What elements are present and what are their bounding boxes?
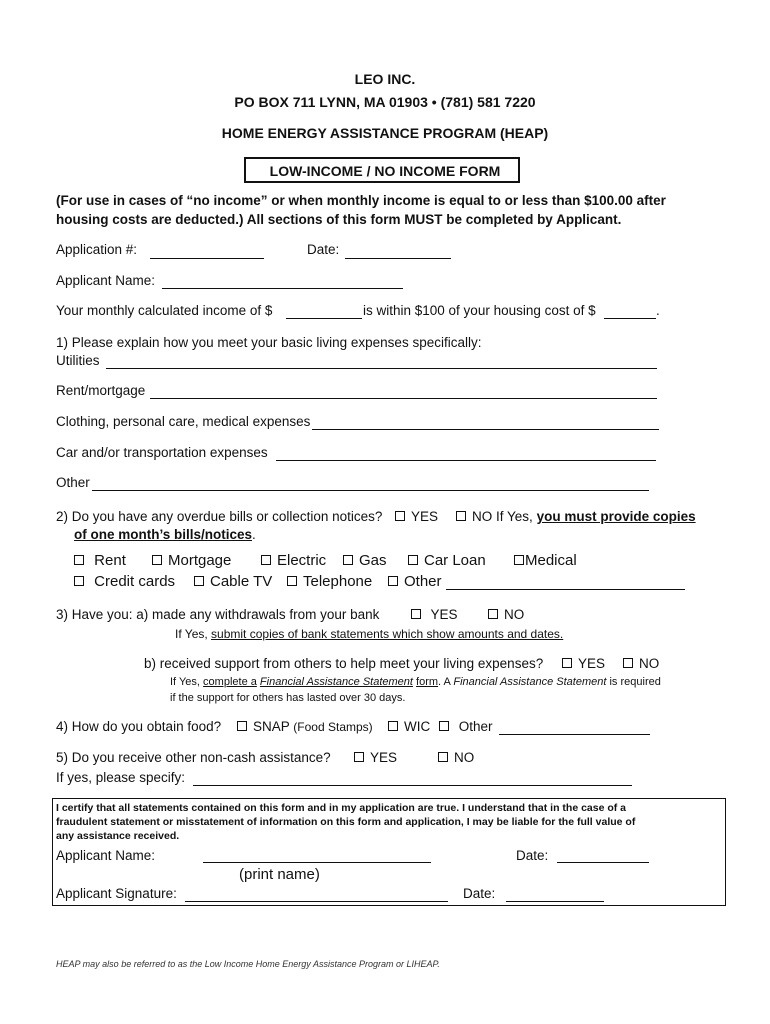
checkbox-icon[interactable] <box>152 555 162 565</box>
checkbox-icon[interactable] <box>74 555 84 565</box>
q1-rent-label: Rent/mortgage <box>56 383 146 398</box>
checkbox-icon[interactable] <box>395 511 405 521</box>
application-label: Application #: <box>56 242 138 257</box>
q3a-note: If Yes, submit copies of bank statements which show amounts and dates. <box>175 627 564 641</box>
q3b-yes-option[interactable]: YES <box>562 656 605 671</box>
cert-date-label-2: Date: <box>463 886 496 901</box>
q3a-no-option[interactable]: NO <box>488 607 524 622</box>
q2-no-option[interactable]: NO If Yes, you must provide copies <box>456 509 696 524</box>
q2-option-rent[interactable]: Rent <box>74 552 126 569</box>
q3a-yes-option[interactable]: YES <box>411 607 458 622</box>
cert-signature-field[interactable] <box>185 901 448 902</box>
checkbox-icon[interactable] <box>194 576 204 586</box>
form-title: LOW-INCOME / NO INCOME FORM <box>269 163 501 179</box>
q5-prompt: 5) Do you receive other non-cash assistance? <box>56 750 331 765</box>
checkbox-icon[interactable] <box>623 658 633 668</box>
checkbox-icon[interactable] <box>439 721 449 731</box>
checkbox-icon[interactable] <box>388 721 398 731</box>
q2-option-other[interactable]: Other <box>388 573 442 590</box>
q2-option-medical[interactable]: Medical <box>514 552 577 569</box>
q1-utilities-label: Utilities <box>56 353 100 368</box>
q1-other-label: Other <box>56 475 90 490</box>
checkbox-icon[interactable] <box>456 511 466 521</box>
checkbox-icon[interactable] <box>74 576 84 586</box>
q3b-note-line-2: if the support for others has lasted over 30 days. <box>170 692 406 704</box>
q1-car-label: Car and/or transportation expenses <box>56 445 268 460</box>
checkbox-icon[interactable] <box>261 555 271 565</box>
income-middle: is within $100 of your housing cost of $ <box>363 303 596 318</box>
q1-other-field[interactable] <box>92 490 649 491</box>
checkbox-icon[interactable] <box>411 609 421 619</box>
cert-date-label: Date: <box>516 848 549 863</box>
q4-snap-option[interactable]: SNAP (Food Stamps) <box>237 719 373 734</box>
cert-date-field-2[interactable] <box>506 901 604 902</box>
cert-name-field[interactable] <box>203 862 431 863</box>
q2-option-cable-tv[interactable]: Cable TV <box>194 573 272 590</box>
cert-line-3: any assistance received. <box>56 830 180 842</box>
q3a-prompt: 3) Have you: a) made any withdrawals from your bank <box>56 607 380 622</box>
checkbox-icon[interactable] <box>237 721 247 731</box>
q3b-no-option[interactable]: NO <box>623 656 659 671</box>
housing-cost-field[interactable] <box>604 318 656 319</box>
q3b-note-line-1: If Yes, complete a Financial Assistance Statement form. A Financial Assistance Statement is required <box>170 676 661 688</box>
applicant-name-label: Applicant Name: <box>56 273 156 288</box>
checkbox-icon[interactable] <box>287 576 297 586</box>
q1-rent-field[interactable] <box>150 398 657 399</box>
date-field[interactable] <box>345 258 451 259</box>
q2-option-gas[interactable]: Gas <box>343 552 387 569</box>
cert-line-1: I certify that all statements contained on this form and in my application are true. I understand that in the case of a <box>56 802 627 814</box>
checkbox-icon[interactable] <box>488 609 498 619</box>
print-name-hint: (print name) <box>239 866 320 883</box>
application-field[interactable] <box>150 258 264 259</box>
q2-must-provide-line-2: of one month’s bills/notices. <box>74 527 256 542</box>
checkbox-icon[interactable] <box>343 555 353 565</box>
checkbox-icon[interactable] <box>562 658 572 668</box>
checkbox-icon[interactable] <box>408 555 418 565</box>
date-label: Date: <box>307 242 340 257</box>
q3b-prompt: b) received support from others to help meet your living expenses? <box>144 656 544 671</box>
q1-clothing-label: Clothing, personal care, medical expenses <box>56 414 311 429</box>
footer-note: HEAP may also be referred to as the Low Income Home Energy Assistance Program or LIHEAP. <box>56 959 440 969</box>
intro-line-1: (For use in cases of “no income” or when monthly income is equal to or less than $100.00 after <box>56 193 666 208</box>
q4-wic-option[interactable]: WIC <box>388 719 430 734</box>
q2-option-telephone[interactable]: Telephone <box>287 573 372 590</box>
q1-utilities-field[interactable] <box>106 368 657 369</box>
q2-option-electric[interactable]: Electric <box>261 552 326 569</box>
q4-other-field[interactable] <box>499 734 650 735</box>
cert-date-field[interactable] <box>557 862 649 863</box>
q2-option-credit-cards[interactable]: Credit cards <box>74 573 175 590</box>
program-title: HOME ENERGY ASSISTANCE PROGRAM (HEAP) <box>221 125 549 141</box>
income-prefix: Your monthly calculated income of $ <box>56 303 273 318</box>
q4-prompt: 4) How do you obtain food? <box>56 719 222 734</box>
checkbox-icon[interactable] <box>514 555 524 565</box>
checkbox-icon[interactable] <box>438 752 448 762</box>
cert-name-label: Applicant Name: <box>56 848 156 863</box>
q2-prompt: 2) Do you have any overdue bills or collection notices? <box>56 509 383 524</box>
q1-clothing-field[interactable] <box>312 429 659 430</box>
q1-car-field[interactable] <box>276 460 656 461</box>
cert-line-2: fraudulent statement or misstatement of information on this form and application, I may be liable for the full value of <box>56 816 636 828</box>
q2-option-car-loan[interactable]: Car Loan <box>408 552 486 569</box>
income-field[interactable] <box>286 318 362 319</box>
q5-specify-label: If yes, please specify: <box>56 770 186 785</box>
org-name: LEO INC. <box>354 71 416 87</box>
q2-other-field[interactable] <box>446 589 685 590</box>
intro-line-2: housing costs are deducted.) All sections of this form MUST be completed by Applicant. <box>56 212 622 227</box>
income-suffix: . <box>656 303 660 318</box>
q2-yes-option[interactable]: YES <box>395 509 438 524</box>
org-address: PO BOX 711 LYNN, MA 01903 • (781) 581 7220 <box>234 94 536 110</box>
q1-prompt: 1) Please explain how you meet your basic living expenses specifically: <box>56 335 482 350</box>
applicant-name-field[interactable] <box>162 288 403 289</box>
cert-signature-label: Applicant Signature: <box>56 886 177 901</box>
q2-option-mortgage[interactable]: Mortgage <box>152 552 231 569</box>
q5-yes-option[interactable]: YES <box>354 750 397 765</box>
checkbox-icon[interactable] <box>388 576 398 586</box>
q5-no-option[interactable]: NO <box>438 750 474 765</box>
checkbox-icon[interactable] <box>354 752 364 762</box>
q5-specify-field[interactable] <box>193 785 632 786</box>
q4-other-option[interactable]: Other <box>439 719 493 734</box>
